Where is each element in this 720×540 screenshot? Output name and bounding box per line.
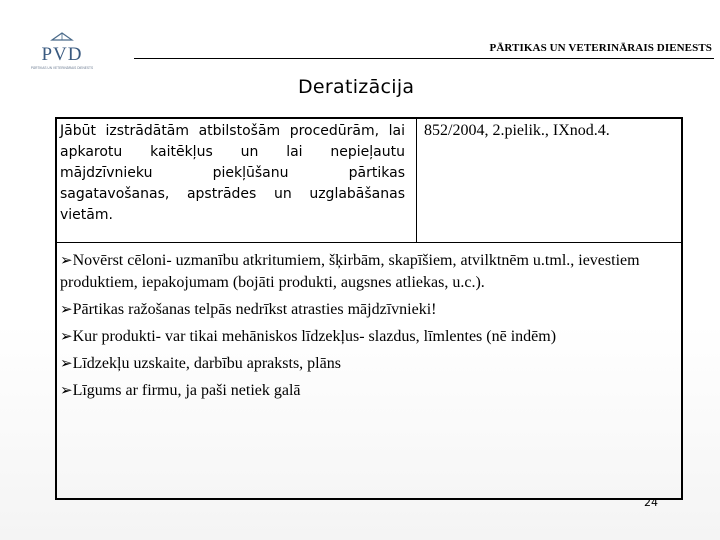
slide-title: Deratizācija bbox=[298, 76, 415, 98]
pvd-emblem-icon bbox=[30, 30, 94, 72]
list-item bbox=[60, 379, 676, 402]
column-divider bbox=[416, 117, 417, 243]
bullet-text: Līgums ar firmu, ja paši netiek galā bbox=[72, 382, 301, 399]
arrow-bullet-icon: ➢ bbox=[60, 381, 73, 399]
arrow-bullet-icon: ➢ bbox=[60, 327, 73, 345]
list-item bbox=[60, 352, 676, 375]
list-item bbox=[60, 325, 676, 348]
arrow-bullet-icon: ➢ bbox=[60, 300, 73, 318]
svg-text:PVD: PVD bbox=[41, 44, 83, 65]
bullet-text: Līdzekļu uzskaite, darbību apraksts, plāns bbox=[72, 355, 341, 372]
arrow-bullet-icon: ➢ bbox=[60, 354, 73, 372]
row-divider bbox=[55, 242, 683, 243]
header-divider bbox=[134, 58, 714, 59]
regulation-reference: 852/2004, 2.pielik., IXnod.4. bbox=[424, 122, 610, 139]
arrow-bullet-icon: ➢ bbox=[60, 251, 73, 269]
bullet-text: Novērst cēloni- uzmanību atkritumiem, šķirbām, skapīšiem, atvilktnēm u.tml., ievestiem produktiem, iepakojumam (bojāti produkti, augsnes atliekas, u.c.). bbox=[60, 252, 640, 291]
list-item bbox=[60, 298, 676, 321]
page-number: 24 bbox=[644, 496, 658, 509]
organization-name: PĀRTIKAS UN VETERINĀRAIS DIENESTS bbox=[489, 42, 712, 54]
list-item bbox=[60, 249, 676, 294]
requirement-text: Jābūt izstrādātām atbilstošām procedūrām, lai apkarotu kaitēkļus un lai nepieļautu mājdzīvnieku piekļūšanu pārtikas sagatavošanas, apstrādes un uzglabāšanas vietām. bbox=[60, 123, 405, 223]
pvd-logo bbox=[30, 30, 94, 72]
bullet-list bbox=[60, 249, 676, 406]
bullet-text: Pārtikas ražošanas telpās nedrīkst atrasties mājdzīvnieki! bbox=[72, 301, 437, 318]
bullet-text: Kur produkti- var tikai mehāniskos līdzekļus- slazdus, līmlentes (nē indēm) bbox=[72, 328, 557, 345]
svg-text:PĀRTIKAS UN VETERINĀRAIS DIENE: PĀRTIKAS UN VETERINĀRAIS DIENESTS bbox=[30, 66, 94, 70]
